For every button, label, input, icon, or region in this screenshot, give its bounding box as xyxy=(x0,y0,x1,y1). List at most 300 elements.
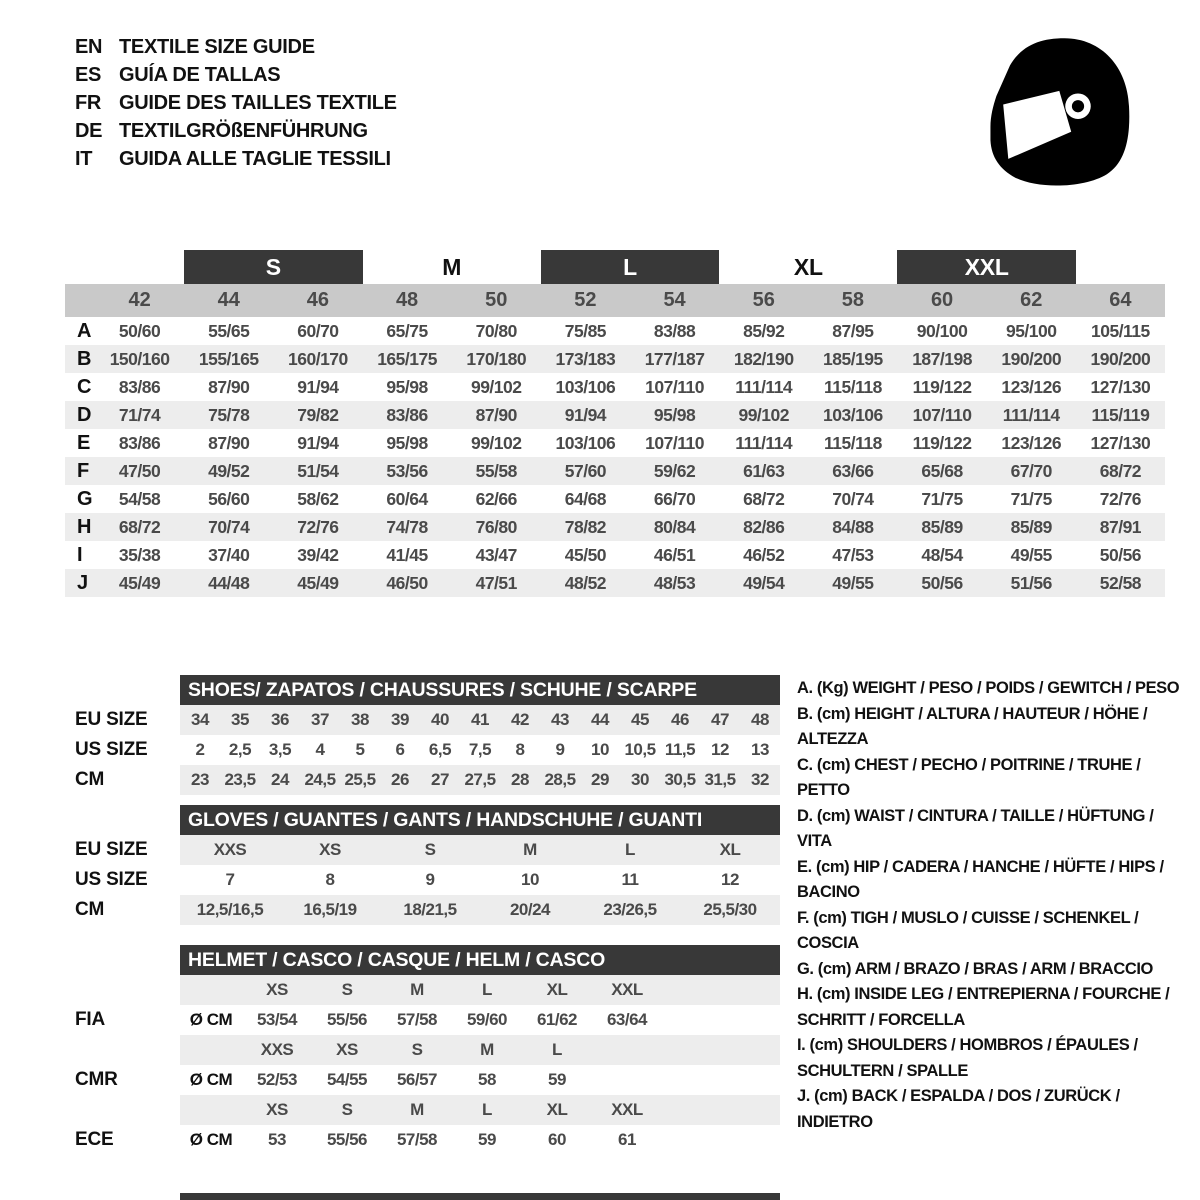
measurement-cell: 111/114 xyxy=(1002,405,1060,425)
helmet-value-row xyxy=(65,1065,780,1095)
guide-title: GUIDE DES TAILLES TEXTILE xyxy=(119,92,397,114)
measurement-cell: 43/47 xyxy=(475,545,517,565)
language-row xyxy=(75,89,397,117)
measurement-cell: 95/98 xyxy=(653,405,696,425)
helmet-size-cell: 59 xyxy=(478,1130,496,1149)
size-cell: 16,5/19 xyxy=(303,900,357,919)
size-cell: 42 xyxy=(511,710,529,729)
measurement-cell: 127/130 xyxy=(1090,433,1151,453)
legend-item: B. (cm) HEIGHT / ALTURA / HAUTEUR / HÖHE / ALTEZZA xyxy=(797,704,1148,748)
measurement-cell: 83/86 xyxy=(386,405,428,425)
measurement-cell: 48/52 xyxy=(564,573,607,593)
measurement-cell: 87/90 xyxy=(208,433,250,453)
measurement-cell: 91/94 xyxy=(297,433,339,453)
guide-title: TEXTILGRÖßENFÜHRUNG xyxy=(119,120,368,142)
size-cell: 28 xyxy=(511,770,529,789)
size-cell: XL xyxy=(719,840,741,859)
size-cell: 32 xyxy=(751,770,769,789)
racing-helmet-icon xyxy=(975,28,1147,198)
row-values xyxy=(180,765,780,795)
size-cell: 48 xyxy=(751,710,769,729)
measurement-cell: 45/50 xyxy=(564,545,607,565)
size-cell: 30 xyxy=(631,770,649,789)
helmet-size-label: XXL xyxy=(611,980,643,999)
measurement-cell: 52/58 xyxy=(1099,573,1142,593)
cut-off-next-section-bar xyxy=(180,1193,780,1200)
measurement-cell: 68/72 xyxy=(1099,461,1142,481)
measurement-cell: 61/63 xyxy=(743,461,785,481)
size-cell: 40 xyxy=(431,710,449,729)
helmet-size-cell: 61/62 xyxy=(536,1010,578,1029)
measurement-cell: 68/72 xyxy=(118,517,161,537)
legend-item: D. (cm) WAIST / CINTURA / TAILLE / HÜFTUNG / VITA xyxy=(797,806,1154,850)
size-cell: 23/26,5 xyxy=(603,900,657,919)
row-label-spacer xyxy=(65,1095,180,1125)
size-cell: 28,5 xyxy=(544,770,576,789)
measurement-cell: 71/75 xyxy=(1010,489,1052,509)
size-cell: 12 xyxy=(711,740,729,759)
measurement-cell: 75/85 xyxy=(564,321,607,341)
size-group-band xyxy=(65,250,1165,284)
measurement-cell: 70/74 xyxy=(208,517,250,537)
helmet-sizes xyxy=(180,975,780,1005)
helmet-size-label: XXL xyxy=(611,1100,643,1119)
size-cell: 4 xyxy=(315,740,325,759)
size-cell: 8 xyxy=(325,870,335,889)
measurement-cell: 111/114 xyxy=(735,433,793,453)
size-cell: 18/21,5 xyxy=(403,900,457,919)
language-code: FR xyxy=(75,92,102,114)
measurement-cell: 87/90 xyxy=(475,405,517,425)
row-values xyxy=(180,865,780,895)
size-cell: 44 xyxy=(591,710,609,729)
helmet-size-cell: 58 xyxy=(478,1070,496,1089)
size-cell: 9 xyxy=(555,740,565,759)
unit-spacer xyxy=(180,975,242,1005)
helmet-size-cell: 63/64 xyxy=(606,1010,648,1029)
size-cell: 13 xyxy=(751,740,769,759)
measurement-legend xyxy=(797,676,1189,1135)
size-cell: 23,5 xyxy=(224,770,256,789)
size-cell: L xyxy=(625,840,635,859)
measurement-cell: 50/60 xyxy=(118,321,161,341)
measurement-cell: 177/187 xyxy=(644,349,705,369)
helmet-size-label: XS xyxy=(266,980,288,999)
measurement-cell: 72/76 xyxy=(297,517,339,537)
diameter-unit-label: Ø CM xyxy=(189,1130,233,1149)
numeric-size-label: 44 xyxy=(217,289,240,311)
numeric-size-band xyxy=(65,284,1165,317)
helmet-size-row xyxy=(65,1095,780,1125)
measurement-cell: 90/100 xyxy=(916,321,968,341)
table-row xyxy=(65,541,1165,569)
gloves-rows xyxy=(65,835,780,925)
measurement-cell: 111/114 xyxy=(735,377,793,397)
helmet-values xyxy=(180,1005,780,1035)
standard-label: CMR xyxy=(75,1069,118,1090)
measurement-cell: 190/200 xyxy=(1001,349,1062,369)
unit-spacer xyxy=(180,1095,242,1125)
row-label: CM xyxy=(75,899,105,920)
guide-title: TEXTILE SIZE GUIDE xyxy=(119,36,315,58)
helmet-size-label: S xyxy=(341,980,353,999)
measurement-cell: 35/38 xyxy=(118,545,161,565)
numeric-size-label: 62 xyxy=(1020,289,1043,311)
measurement-cell: 165/175 xyxy=(377,349,437,369)
legend-item: J. (cm) BACK / ESPALDA / DOS / ZURÜCK / INDIETRO xyxy=(797,1087,1120,1131)
measurement-cell: 48/54 xyxy=(921,545,963,565)
helmet-size-cell: 56/57 xyxy=(396,1070,438,1089)
helmet-size-label: S xyxy=(411,1040,423,1059)
measurement-cell: 71/74 xyxy=(118,405,161,425)
table-row xyxy=(65,457,1165,485)
helmet-size-row xyxy=(65,1035,780,1065)
measurement-cell: 91/94 xyxy=(564,405,607,425)
helmet-size-label: L xyxy=(482,1100,492,1119)
table-row xyxy=(65,895,780,925)
size-cell: 5 xyxy=(355,740,365,759)
helmet-size-cell: 53 xyxy=(268,1130,286,1149)
row-label: I xyxy=(77,544,83,566)
size-cell: 10 xyxy=(591,740,609,759)
measurement-cell: 47/51 xyxy=(475,573,517,593)
size-cell: 20/24 xyxy=(509,900,551,919)
helmet-size-label: M xyxy=(480,1040,494,1059)
numeric-size-label: 58 xyxy=(841,289,865,311)
measurement-cell: 105/115 xyxy=(1091,321,1150,341)
helmet-size-cell: 59/60 xyxy=(466,1010,508,1029)
row-label: EU SIZE xyxy=(75,709,148,730)
size-cell: S xyxy=(424,840,436,859)
measurement-cell: 185/195 xyxy=(823,349,883,369)
size-cell: 45 xyxy=(631,710,649,729)
measurement-cell: 107/110 xyxy=(645,433,704,453)
size-cell: XXS xyxy=(213,840,247,859)
size-cell: 12,5/16,5 xyxy=(196,900,264,919)
row-label-spacer xyxy=(65,975,180,1005)
size-cell: 8 xyxy=(515,740,525,759)
size-cell: 24,5 xyxy=(304,770,336,789)
measurement-cell: 182/190 xyxy=(733,349,794,369)
measurement-cell: 62/66 xyxy=(475,489,517,509)
measurement-cell: 103/106 xyxy=(555,433,616,453)
measurement-cell: 70/80 xyxy=(475,321,517,341)
measurement-cell: 103/106 xyxy=(823,405,883,425)
measurement-cell: 115/118 xyxy=(823,433,882,453)
size-cell: 38 xyxy=(351,710,369,729)
row-values xyxy=(180,835,780,865)
measurement-cell: 87/95 xyxy=(832,321,874,341)
measurement-cell: 45/49 xyxy=(118,573,161,593)
size-cell: 10 xyxy=(521,870,539,889)
measurement-cell: 57/60 xyxy=(564,461,607,481)
helmet-values xyxy=(180,1125,780,1155)
row-label: E xyxy=(77,432,91,454)
measurement-cell: 85/89 xyxy=(1010,517,1052,537)
language-row xyxy=(75,33,397,61)
language-row xyxy=(75,117,397,145)
row-label-spacer xyxy=(65,1035,180,1065)
measurement-cell: 127/130 xyxy=(1090,377,1151,397)
language-row xyxy=(75,61,397,89)
measurement-cell: 119/122 xyxy=(912,377,972,397)
table-row xyxy=(65,765,780,795)
textile-size-table xyxy=(65,250,1165,597)
row-values xyxy=(180,735,780,765)
guide-title: GUIDA ALLE TAGLIE TESSILI xyxy=(119,148,391,170)
measurement-cell: 41/45 xyxy=(386,545,428,565)
row-label: US SIZE xyxy=(75,739,148,760)
helmet-size-label: XS xyxy=(336,1040,358,1059)
table-row xyxy=(65,569,1165,597)
measurement-cell: 76/80 xyxy=(475,517,517,537)
legend-item: I. (cm) SHOULDERS / HOMBROS / ÉPAULES / SCHULTERN / SPALLE xyxy=(797,1036,1138,1080)
row-values xyxy=(180,895,780,925)
helmet-size-label: M xyxy=(410,980,424,999)
size-group-l: L xyxy=(541,250,719,284)
row-label: A xyxy=(77,320,92,342)
measurement-cell: 68/72 xyxy=(743,489,785,509)
helmet-size-cell: 57/58 xyxy=(396,1130,438,1149)
measurement-cell: 55/65 xyxy=(208,321,250,341)
helmet-size-label: XS xyxy=(266,1100,288,1119)
helmet-size-label: L xyxy=(482,980,492,999)
measurement-cell: 47/50 xyxy=(118,461,161,481)
helmet-size-cell: 55/56 xyxy=(326,1130,368,1149)
row-label: F xyxy=(77,460,90,482)
row-label: G xyxy=(77,488,93,510)
size-cell: 47 xyxy=(711,710,729,729)
size-cell: 36 xyxy=(271,710,289,729)
measurement-cell: 150/160 xyxy=(109,349,170,369)
numeric-size-label: 56 xyxy=(752,289,775,311)
size-cell: M xyxy=(523,840,537,859)
measurement-cell: 170/180 xyxy=(466,349,527,369)
size-cell: 26 xyxy=(391,770,409,789)
numeric-size-label: 64 xyxy=(1109,289,1132,311)
measurement-cell: 103/106 xyxy=(555,377,616,397)
measurement-cell: 47/53 xyxy=(832,545,874,565)
size-cell: 25,5/30 xyxy=(703,900,757,919)
measurement-cell: 190/200 xyxy=(1090,349,1151,369)
size-group-m: M xyxy=(442,254,462,280)
size-cell: 25,5 xyxy=(344,770,376,789)
language-code: EN xyxy=(75,36,103,58)
helmet-size-cell: 55/56 xyxy=(326,1010,368,1029)
measurement-cell: 173/183 xyxy=(555,349,616,369)
gloves-size-table xyxy=(65,805,780,925)
measurement-cell: 60/64 xyxy=(386,489,428,509)
helmet-size-cell: 52/53 xyxy=(256,1070,298,1089)
helmet-size-cell: 57/58 xyxy=(396,1010,438,1029)
standard-label: FIA xyxy=(75,1009,106,1030)
measurement-cell: 95/98 xyxy=(386,377,428,397)
size-cell: 11,5 xyxy=(664,740,696,759)
measurement-cell: 67/70 xyxy=(1010,461,1052,481)
size-cell: 12 xyxy=(721,870,739,889)
measurement-cell: 51/56 xyxy=(1010,573,1052,593)
size-cell: 23 xyxy=(191,770,209,789)
row-values xyxy=(180,705,780,735)
numeric-size-label: 50 xyxy=(485,289,508,311)
measurement-cell: 99/102 xyxy=(738,405,789,425)
table-row xyxy=(65,835,780,865)
helmet-size-cell: 61 xyxy=(618,1130,636,1149)
shoes-rows xyxy=(65,705,780,795)
size-cell: 41 xyxy=(471,710,489,729)
measurement-cell: 160/170 xyxy=(288,349,348,369)
measurement-cell: 95/100 xyxy=(1005,321,1057,341)
helmet-size-label xyxy=(592,1035,662,1065)
measurement-cell: 107/110 xyxy=(912,405,972,425)
measurement-cell: 91/94 xyxy=(297,377,339,397)
shoes-size-table xyxy=(65,675,780,795)
helmet-size-cell: 53/54 xyxy=(256,1010,298,1029)
legend-item: C. (cm) CHEST / PECHO / POITRINE / TRUHE / PETTO xyxy=(797,755,1141,799)
measurement-cell: 155/165 xyxy=(198,349,259,369)
size-group-s: S xyxy=(184,250,362,284)
helmet-rows xyxy=(65,975,780,1155)
numeric-size-label: 52 xyxy=(574,289,597,311)
helmet-size-cell: 59 xyxy=(548,1070,566,1089)
table-row xyxy=(65,705,780,735)
size-cell: 11 xyxy=(621,870,639,889)
helmet-size-table xyxy=(65,945,780,1155)
size-group-xl: XL xyxy=(793,254,823,280)
helmet-value-row xyxy=(65,1005,780,1035)
measurement-rows xyxy=(65,317,1165,597)
legend-item: E. (cm) HIP / CADERA / HANCHE / HÜFTE / HIPS / BACINO xyxy=(797,857,1164,901)
table-row xyxy=(65,317,1165,345)
size-cell: 46 xyxy=(671,710,689,729)
table-row xyxy=(65,513,1165,541)
measurement-cell: 82/86 xyxy=(743,517,785,537)
measurement-cell: 99/102 xyxy=(470,377,522,397)
helmet-table-title: HELMET / CASCO / CASQUE / HELM / CASCO xyxy=(180,945,780,975)
measurement-cell: 55/58 xyxy=(475,461,517,481)
helmet-value-row xyxy=(65,1125,780,1155)
table-row xyxy=(65,373,1165,401)
measurement-cell: 49/55 xyxy=(832,573,874,593)
size-cell: 43 xyxy=(551,710,569,729)
racing-helmet-graphic xyxy=(975,28,1147,198)
helmet-size-label: M xyxy=(410,1100,424,1119)
measurement-cell: 78/82 xyxy=(564,517,607,537)
helmet-size-row xyxy=(65,975,780,1005)
helmet-size-cell xyxy=(592,1065,662,1095)
language-code: ES xyxy=(75,64,102,86)
diameter-unit-label: Ø CM xyxy=(189,1070,233,1089)
measurement-cell: 65/75 xyxy=(386,321,428,341)
size-cell: 24 xyxy=(271,770,289,789)
measurement-cell: 48/53 xyxy=(653,573,696,593)
measurement-cell: 49/54 xyxy=(743,573,785,593)
numeric-size-label: 54 xyxy=(663,289,686,311)
size-cell: 10,5 xyxy=(624,740,656,759)
measurement-cell: 84/88 xyxy=(832,517,874,537)
measurement-cell: 95/98 xyxy=(386,433,428,453)
measurement-cell: 60/70 xyxy=(297,321,339,341)
legend-item: H. (cm) INSIDE LEG / ENTREPIERNA / FOURCHE / SCHRITT / FORCELLA xyxy=(797,985,1170,1029)
measurement-cell: 72/76 xyxy=(1099,489,1142,509)
measurement-cell: 70/74 xyxy=(832,489,874,509)
numeric-size-label: 48 xyxy=(395,289,419,311)
helmet-size-cell: 60 xyxy=(548,1130,566,1149)
measurement-cell: 71/75 xyxy=(921,489,963,509)
measurement-cell: 123/126 xyxy=(1001,377,1062,397)
helmet-values xyxy=(180,1065,780,1095)
measurement-cell: 59/62 xyxy=(653,461,696,481)
helmet-sizes xyxy=(180,1095,780,1125)
measurement-cell: 187/198 xyxy=(912,349,972,369)
measurement-cell: 58/62 xyxy=(297,489,339,509)
numeric-size-label: 46 xyxy=(306,289,330,311)
size-cell: 39 xyxy=(391,710,409,729)
shoes-table-title: SHOES/ ZAPATOS / CHAUSSURES / SCHUHE / SCARPE xyxy=(180,675,780,705)
gloves-table-title: GLOVES / GUANTES / GANTS / HANDSCHUHE / GUANTI xyxy=(180,805,780,835)
legend-item: G. (cm) ARM / BRAZO / BRAS / ARM / BRACCIO xyxy=(797,959,1153,978)
table-row xyxy=(65,485,1165,513)
size-cell: 29 xyxy=(591,770,609,789)
measurement-cell: 75/78 xyxy=(208,405,250,425)
helmet-size-cell: 54/55 xyxy=(326,1070,368,1089)
row-label: J xyxy=(77,572,89,594)
measurement-cell: 99/102 xyxy=(470,433,522,453)
measurement-cell: 83/86 xyxy=(118,433,161,453)
measurement-cell: 115/118 xyxy=(823,377,882,397)
measurement-cell: 107/110 xyxy=(645,377,704,397)
legend-item: F. (cm) TIGH / MUSLO / CUISSE / SCHENKEL / COSCIA xyxy=(797,908,1139,952)
measurement-cell: 44/48 xyxy=(208,573,250,593)
measurement-cell: 79/82 xyxy=(297,405,339,425)
measurement-cell: 63/66 xyxy=(832,461,874,481)
measurement-cell: 53/56 xyxy=(386,461,428,481)
helmet-size-label: XXS xyxy=(260,1040,294,1059)
row-label: US SIZE xyxy=(75,869,148,890)
helmet-sizes xyxy=(180,1035,780,1065)
measurement-cell: 83/88 xyxy=(653,321,696,341)
measurement-cell: 50/56 xyxy=(1099,545,1142,565)
row-label: C xyxy=(77,376,92,398)
legend-item: A. (Kg) WEIGHT / PESO / POIDS / GEWITCH / PESO xyxy=(797,679,1180,697)
size-cell: 2,5 xyxy=(228,740,252,759)
numeric-size-label: 42 xyxy=(128,289,151,311)
row-label: EU SIZE xyxy=(75,839,148,860)
row-label: D xyxy=(77,404,92,426)
measurement-cell: 119/122 xyxy=(912,433,972,453)
size-cell: 27,5 xyxy=(464,770,496,789)
measurement-cell: 56/60 xyxy=(208,489,250,509)
measurement-cell: 85/89 xyxy=(921,517,963,537)
size-cell: 2 xyxy=(195,740,205,759)
size-cell: 6,5 xyxy=(428,740,452,759)
size-cell: 6 xyxy=(395,740,405,759)
row-label: H xyxy=(77,516,92,538)
measurement-cell: 65/68 xyxy=(921,461,963,481)
table-row xyxy=(65,735,780,765)
size-cell: 34 xyxy=(191,710,209,729)
measurement-cell: 46/50 xyxy=(386,573,428,593)
table-row xyxy=(65,345,1165,373)
language-code: DE xyxy=(75,120,103,142)
helmet-size-label: S xyxy=(341,1100,353,1119)
size-cell: 7,5 xyxy=(468,740,492,759)
measurement-cell: 85/92 xyxy=(743,321,785,341)
size-cell: 35 xyxy=(231,710,249,729)
measurement-cell: 87/91 xyxy=(1099,517,1142,537)
size-cell: 37 xyxy=(311,710,329,729)
size-cell: 3,5 xyxy=(268,740,292,759)
